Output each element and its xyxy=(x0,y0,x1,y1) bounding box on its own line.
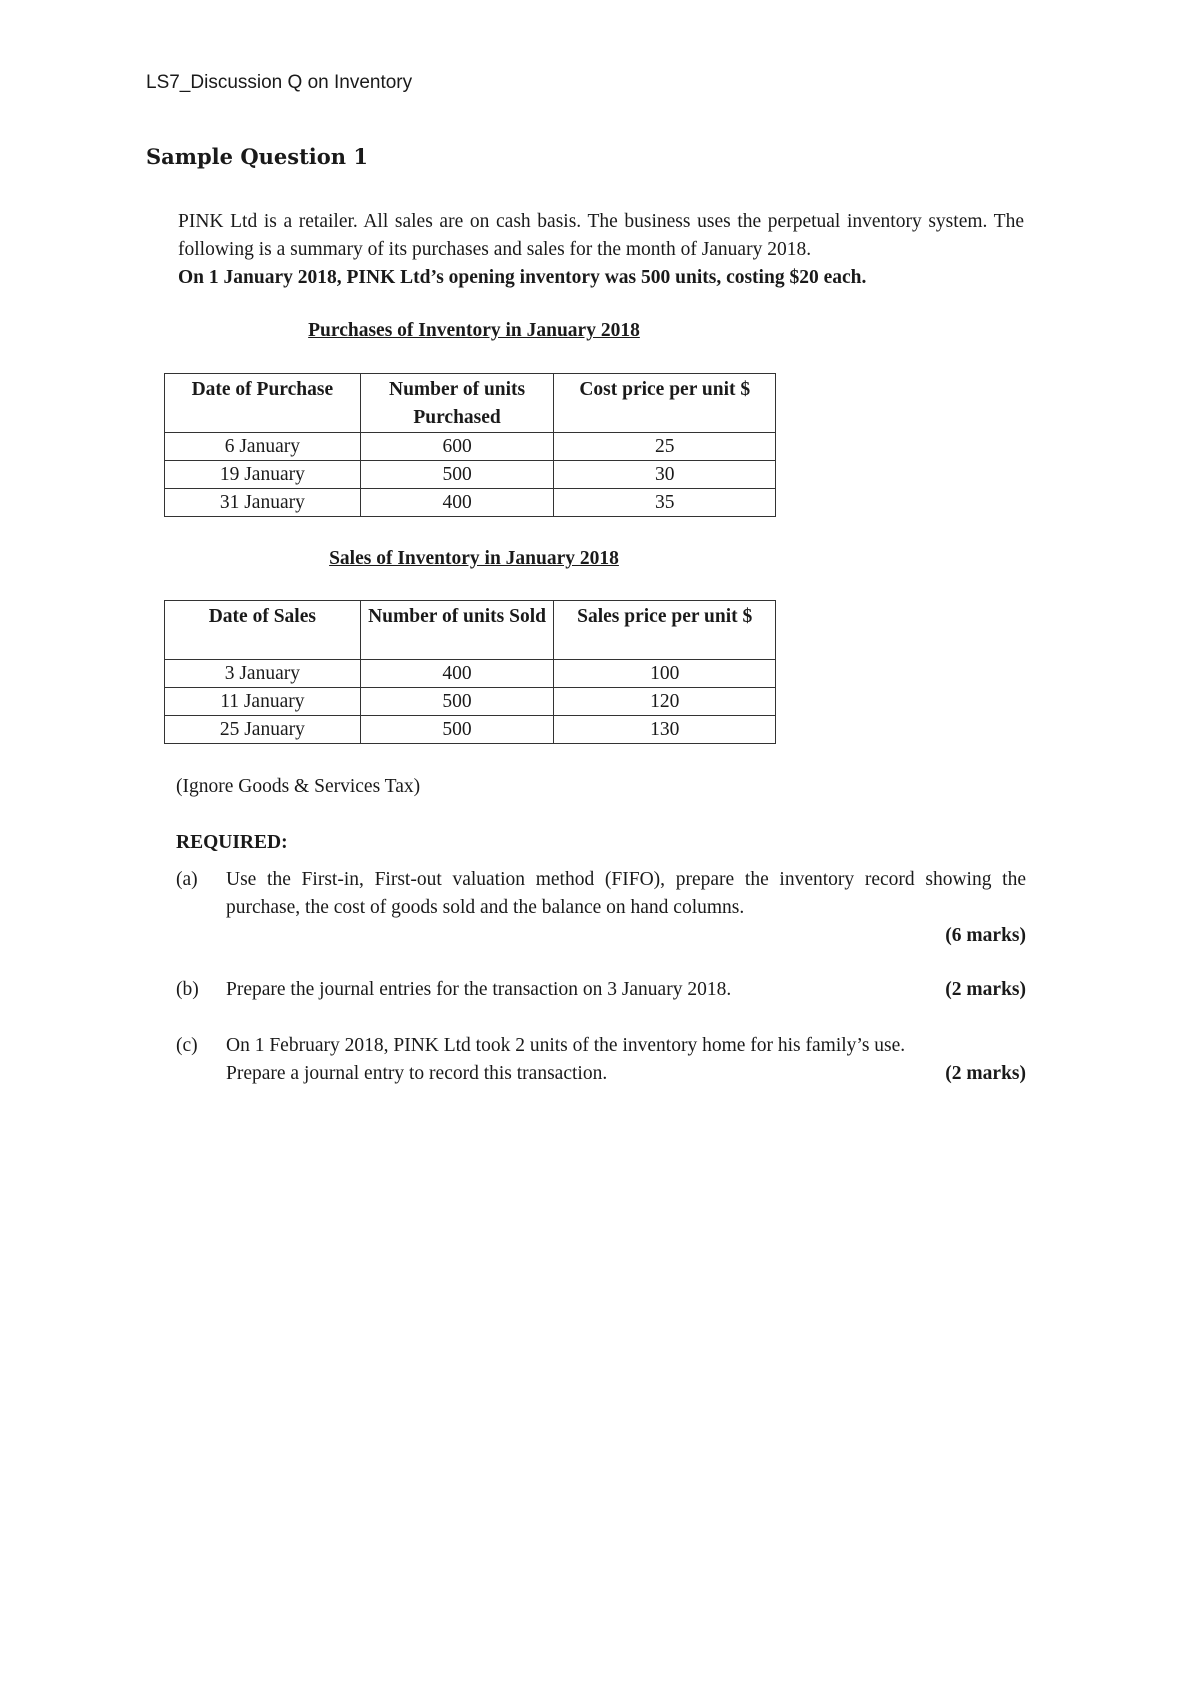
requirement-marks: (6 marks) xyxy=(945,925,1026,946)
intro-paragraph xyxy=(178,208,1024,292)
requirement-text-second-line: Prepare a journal entry to record this transaction. xyxy=(226,1063,608,1084)
requirement-a xyxy=(176,866,1026,950)
requirement-text: On 1 February 2018, PINK Ltd took 2 units of the inventory home for his family’s use. xyxy=(226,1035,906,1056)
requirement-marks: (2 marks) xyxy=(945,1063,1026,1084)
table-cell: 120 xyxy=(554,688,776,716)
required-heading: REQUIRED: xyxy=(176,832,288,853)
purchases-table-caption: Purchases of Inventory in January 2018 xyxy=(308,320,640,341)
table-header-row xyxy=(165,601,776,660)
table-row xyxy=(165,461,776,489)
table-cell: 130 xyxy=(554,716,776,744)
table-cell: 500 xyxy=(360,461,554,489)
requirement-letter: (b) xyxy=(176,979,199,1000)
table-cell: 19 January xyxy=(165,461,361,489)
column-header-date: Date of Purchase xyxy=(165,374,361,433)
requirement-text: Prepare the journal entries for the transaction on 3 January 2018. xyxy=(226,979,732,1000)
table-cell: 100 xyxy=(554,660,776,688)
table-cell: 500 xyxy=(360,716,554,744)
table-cell: 6 January xyxy=(165,433,361,461)
requirement-b xyxy=(176,976,1026,1004)
table-cell: 25 xyxy=(554,433,776,461)
table-row xyxy=(165,660,776,688)
question-title: Sample Question 1 xyxy=(146,144,368,169)
table-header-row xyxy=(165,374,776,433)
column-header-units: Number of units Sold xyxy=(360,601,554,660)
table-cell: 35 xyxy=(554,489,776,517)
table-row xyxy=(165,688,776,716)
column-header-price: Sales price per unit $ xyxy=(554,601,776,660)
requirement-letter: (c) xyxy=(176,1035,198,1056)
column-header-units: Number of units Purchased xyxy=(360,374,554,433)
table-cell: 31 January xyxy=(165,489,361,517)
table-row xyxy=(165,433,776,461)
table-cell: 25 January xyxy=(165,716,361,744)
table-cell: 11 January xyxy=(165,688,361,716)
requirement-text: Use the First-in, First-out valuation method (FIFO), prepare the inventory record showing the purchase, the cost of goods sold and the balance on hand columns. xyxy=(226,869,1026,918)
column-header-price: Cost price per unit $ xyxy=(554,374,776,433)
requirement-c xyxy=(176,1032,1026,1088)
table-cell: 3 January xyxy=(165,660,361,688)
column-header-date: Date of Sales xyxy=(165,601,361,660)
table-row xyxy=(165,489,776,517)
intro-text: PINK Ltd is a retailer. All sales are on cash basis. The business uses the perpetual inventory system. The following is a summary of its purchases and sales for the month of January 2018. xyxy=(178,211,1024,260)
table-cell: 30 xyxy=(554,461,776,489)
sales-table xyxy=(164,600,776,744)
tax-note: (Ignore Goods & Services Tax) xyxy=(176,776,421,797)
requirement-letter: (a) xyxy=(176,869,198,890)
purchases-table xyxy=(164,373,776,517)
table-cell: 500 xyxy=(360,688,554,716)
requirement-marks: (2 marks) xyxy=(945,979,1026,1000)
table-cell: 600 xyxy=(360,433,554,461)
sales-table-caption: Sales of Inventory in January 2018 xyxy=(329,548,619,569)
table-row xyxy=(165,716,776,744)
document-header: LS7_Discussion Q on Inventory xyxy=(146,72,413,93)
table-cell: 400 xyxy=(360,489,554,517)
table-cell: 400 xyxy=(360,660,554,688)
opening-inventory-line: On 1 January 2018, PINK Ltd’s opening inventory was 500 units, costing $20 each. xyxy=(178,267,867,288)
